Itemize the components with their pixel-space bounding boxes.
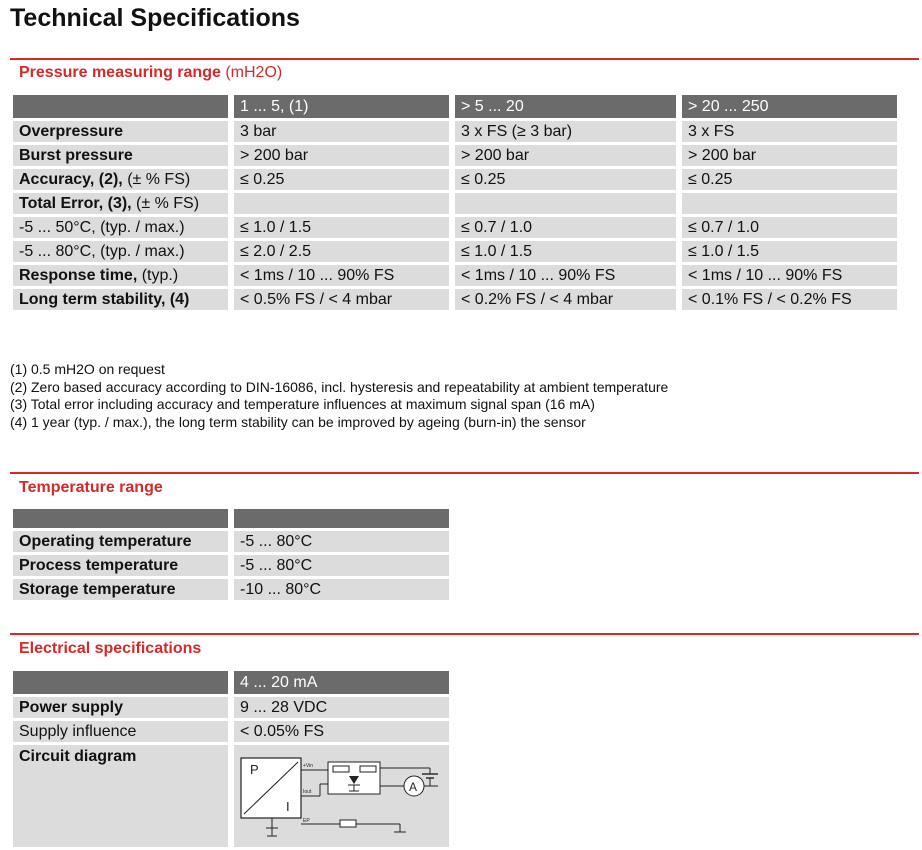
cell-value: > 200 bar [234,145,449,166]
temperature-section-title: Temperature range [19,479,163,496]
header-blank [13,95,228,118]
temperature-table [7,506,455,603]
page-title: Technical Specifications [10,4,300,32]
footnote: (2) Zero based accuracy according to DIN-16086, incl. hysteresis and repeatability at ambient temperature [10,378,669,395]
cell-value: ≤ 0.25 [682,169,897,190]
row-label [13,193,228,214]
row-label: -5 ... 50°C, (typ. / max.) [13,217,228,238]
cell-value: 9 ... 28 VDC [234,697,449,718]
row-label-suffix: (typ.) [137,266,179,284]
table-row [13,555,449,576]
i-label: I [286,799,290,814]
cell-value: -5 ... 80°C [234,531,449,552]
section-divider [10,472,919,474]
cell-value: < 1ms / 10 ... 90% FS [234,265,449,286]
cell-value: < 0.2% FS / < 4 mbar [455,289,676,310]
row-label: Overpressure [13,121,228,142]
ep-label: EP [303,818,310,824]
table-row [13,531,449,552]
cell-value: < 1ms / 10 ... 90% FS [682,265,897,286]
table-header-row [13,671,449,694]
cell-value [234,193,449,214]
circuit-diagram-icon [240,756,448,842]
vin-label: +Vin [303,763,314,769]
row-label-bold: Accuracy, (2), [19,170,123,188]
table-row [13,145,897,166]
cell-value: 3 bar [234,121,449,142]
pressure-title-text: Pressure measuring range [19,64,221,81]
cell-value: 3 x FS (≥ 3 bar) [455,121,676,142]
table-header-row [13,509,449,528]
cell-value: ≤ 0.25 [234,169,449,190]
electrical-table [7,668,455,850]
footnotes [10,361,668,431]
cell-value: ≤ 0.7 / 1.0 [455,217,676,238]
cell-value: < 0.05% FS [234,721,449,742]
row-label-suffix: (± % FS) [122,170,191,188]
header-blank [234,509,449,528]
table-row [13,579,449,600]
iout-label: Iout [303,789,312,795]
electrical-section-title: Electrical specifications [19,640,202,657]
column-header: 1 ... 5, (1) [234,95,449,118]
row-label-bold: Total Error, (3), [19,194,132,212]
table-row [13,265,897,286]
circuit-diagram-cell [234,745,449,847]
row-label: Circuit diagram [13,745,228,847]
table-row [13,193,897,214]
cell-value: ≤ 0.25 [455,169,676,190]
cell-value [455,193,676,214]
row-label-bold: Response time, [19,266,138,284]
table-row [13,169,897,190]
cell-value: ≤ 2.0 / 2.5 [234,241,449,262]
row-label: Supply influence [13,721,228,742]
row-label: -5 ... 80°C, (typ. / max.) [13,241,228,262]
row-label: Operating temperature [13,531,228,552]
row-label: Burst pressure [13,145,228,166]
pressure-section-title [19,64,282,82]
row-label [13,169,228,190]
cell-value: ≤ 0.7 / 1.0 [682,217,897,238]
row-label [13,265,228,286]
section-divider [10,58,919,60]
column-header: > 20 ... 250 [682,95,897,118]
footnote: (3) Total error including accuracy and temperature influences at maximum signal span (16 mA) [10,396,595,412]
table-row [13,697,449,718]
cell-value: < 0.1% FS / < 0.2% FS [682,289,897,310]
cell-value: -5 ... 80°C [234,555,449,576]
row-label: Long term stability, (4) [13,289,228,310]
table-row [13,721,449,742]
cell-value: > 200 bar [682,145,897,166]
cell-value [682,193,897,214]
cell-value: > 200 bar [455,145,676,166]
row-label: Power supply [13,697,228,718]
cell-value: -10 ... 80°C [234,579,449,600]
column-header: 4 ... 20 mA [234,671,449,694]
cell-value: 3 x FS [682,121,897,142]
table-row [13,241,897,262]
footnote: (4) 1 year (typ. / max.), the long term stability can be improved by ageing (burn-in) the sensor [10,413,586,430]
table-header-row [13,95,897,118]
table-row [13,217,897,238]
row-label: Storage temperature [13,579,228,600]
pressure-unit: (mH2O) [225,64,283,81]
meter-label: A [409,780,418,794]
table-row [13,745,449,847]
row-label: Process temperature [13,555,228,576]
table-row [13,121,897,142]
p-label: P [250,762,259,777]
row-label-suffix: (± % FS) [131,194,200,212]
column-header: > 5 ... 20 [455,95,676,118]
cell-value: ≤ 1.0 / 1.5 [682,241,897,262]
cell-value: < 1ms / 10 ... 90% FS [455,265,676,286]
table-row [13,289,897,310]
footnote: (1) 0.5 mH2O on request [10,361,165,377]
header-blank [13,671,228,694]
cell-value: ≤ 1.0 / 1.5 [455,241,676,262]
header-blank [13,509,228,528]
pressure-table [7,92,903,313]
section-divider [10,633,919,635]
cell-value: < 0.5% FS / < 4 mbar [234,289,449,310]
cell-value: ≤ 1.0 / 1.5 [234,217,449,238]
